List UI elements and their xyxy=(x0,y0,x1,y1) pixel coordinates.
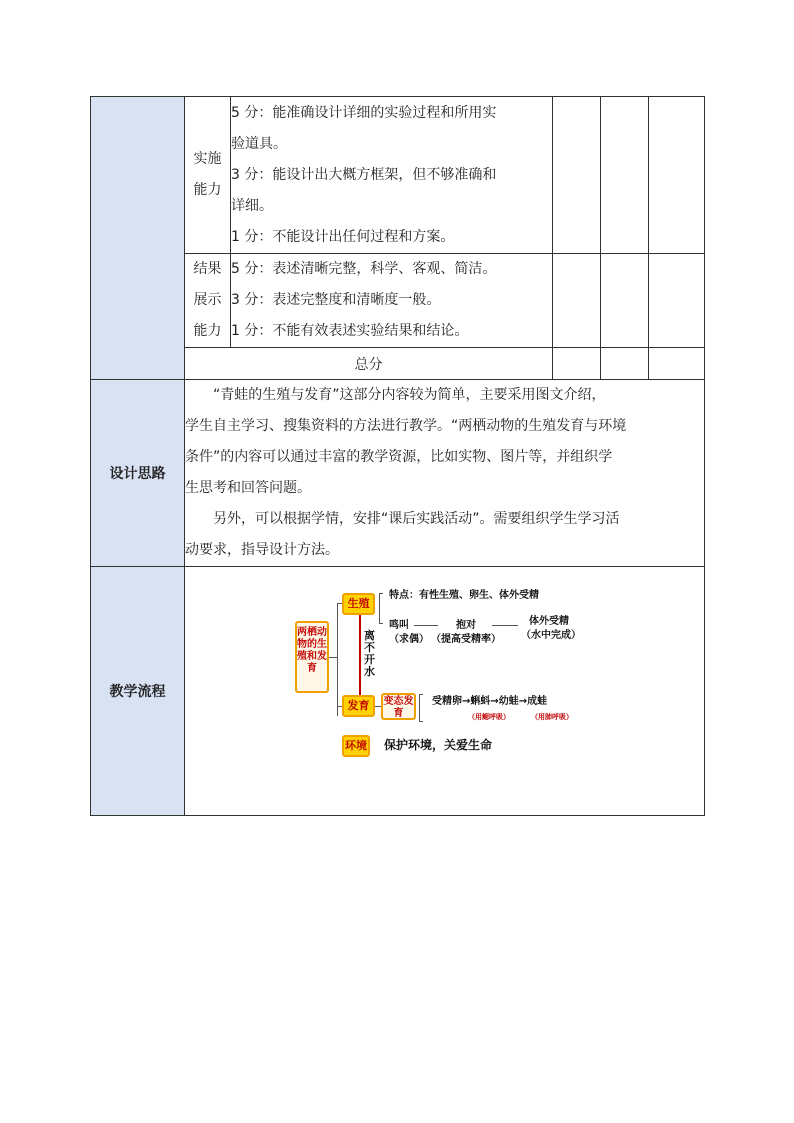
side-label-blank xyxy=(91,97,185,380)
score-cell[interactable] xyxy=(553,97,601,254)
lesson-plan-table xyxy=(90,96,705,816)
category-presentation xyxy=(185,254,231,348)
bracket xyxy=(379,623,383,624)
score-cell[interactable] xyxy=(649,97,705,254)
score-cell[interactable] xyxy=(601,97,649,254)
gill-note: （用鳃呼吸） xyxy=(468,713,510,721)
bracket xyxy=(419,694,423,695)
bracket xyxy=(379,593,383,594)
criteria-implementation xyxy=(231,97,553,254)
sequence-text: 受精卵→蝌蚪→幼蛙→成蛙 xyxy=(432,696,548,707)
score-cell[interactable] xyxy=(649,254,705,348)
feature-text: 特点：有性生殖、卵生、体外受精 xyxy=(389,590,539,601)
bracket xyxy=(379,593,380,624)
design-line: 学生自主学习、搜集资料的方法进行教学。“两栖动物的生殖发育与环境 xyxy=(185,418,627,434)
reproduction-box xyxy=(342,593,375,615)
design-line: 另外，可以根据学情，安排“课后实践活动”。需要组织学生学习活 xyxy=(213,511,620,527)
root-box xyxy=(295,621,329,693)
metamorphosis-label: 变态发育 xyxy=(383,696,414,719)
leave-water-arrow xyxy=(359,615,361,695)
category-line: 实施 xyxy=(193,151,222,167)
design-line: 生思考和回答问题。 xyxy=(185,480,311,496)
development-box xyxy=(342,695,375,717)
environment-text: 保护环境，关爱生命 xyxy=(384,738,493,752)
leave-water-text: 离不开水 xyxy=(364,629,375,678)
criteria-line: 5 分：能准确设计详细的实验过程和所用实 xyxy=(231,104,497,121)
total-score-cell[interactable] xyxy=(649,348,705,380)
flow-label: 教学流程 xyxy=(91,567,185,816)
score-cell[interactable] xyxy=(601,254,649,348)
bracket xyxy=(419,694,420,722)
score-cell[interactable] xyxy=(553,254,601,348)
criteria-line: 验道具。 xyxy=(231,135,287,152)
lung-note: （用肺呼吸） xyxy=(531,713,573,721)
total-score-cell[interactable] xyxy=(601,348,649,380)
criteria-line: 1 分：不能设计出任何过程和方案。 xyxy=(231,228,455,245)
embrace-text: 抱对 xyxy=(456,620,476,631)
root-label: 两栖动物的生殖和发育 xyxy=(297,627,327,674)
category-line: 结果 xyxy=(193,261,222,277)
design-line: 动要求，指导设计方法。 xyxy=(185,542,339,558)
design-line: “青蛙的生殖与发育”这部分内容较为简单，主要采用图文介绍， xyxy=(213,387,606,403)
external-text: 体外受精 xyxy=(529,616,569,627)
reproduction-label: 生殖 xyxy=(347,597,370,610)
environment-box xyxy=(342,735,370,757)
design-row xyxy=(91,380,705,567)
environment-label: 环境 xyxy=(345,739,367,752)
category-line: 展示 xyxy=(193,292,222,308)
croak-text: 鸣叫 xyxy=(389,620,409,631)
criteria-line: 1 分：不能有效表述实验结果和结论。 xyxy=(231,323,469,339)
category-line: 能力 xyxy=(193,182,222,198)
connector xyxy=(329,657,337,658)
metamorphosis-box xyxy=(381,693,416,720)
design-label: 设计思路 xyxy=(91,380,185,567)
development-label: 发育 xyxy=(347,699,370,712)
design-text xyxy=(185,380,705,567)
category-implementation xyxy=(185,97,231,254)
dash-line xyxy=(414,625,438,626)
criteria-line: 5 分：表述清晰完整，科学、客观、简洁。 xyxy=(231,261,497,277)
total-score-cell[interactable] xyxy=(553,348,601,380)
concept-map xyxy=(185,568,703,814)
total-label: 总分 xyxy=(185,348,553,380)
external-note: （水中完成） xyxy=(521,630,581,641)
criteria-line: 3 分：能设计出大概方框架，但不够准确和 xyxy=(231,166,497,183)
criteria-line: 详细。 xyxy=(231,197,273,214)
dash-line xyxy=(492,625,518,626)
croak-note: （求偶） xyxy=(389,634,429,645)
criteria-row-implementation xyxy=(91,97,705,254)
criteria-presentation xyxy=(231,254,553,348)
bracket xyxy=(419,721,423,722)
criteria-line: 3 分：表述完整度和清晰度一般。 xyxy=(231,292,441,308)
flow-row xyxy=(91,567,705,816)
design-line: 条件”的内容可以通过丰富的教学资源，比如实物、图片等，并组织学 xyxy=(185,449,613,465)
category-line: 能力 xyxy=(193,323,222,339)
flow-diagram-cell xyxy=(185,567,705,816)
connector xyxy=(337,603,338,716)
embrace-note: （提高受精率） xyxy=(431,634,501,645)
